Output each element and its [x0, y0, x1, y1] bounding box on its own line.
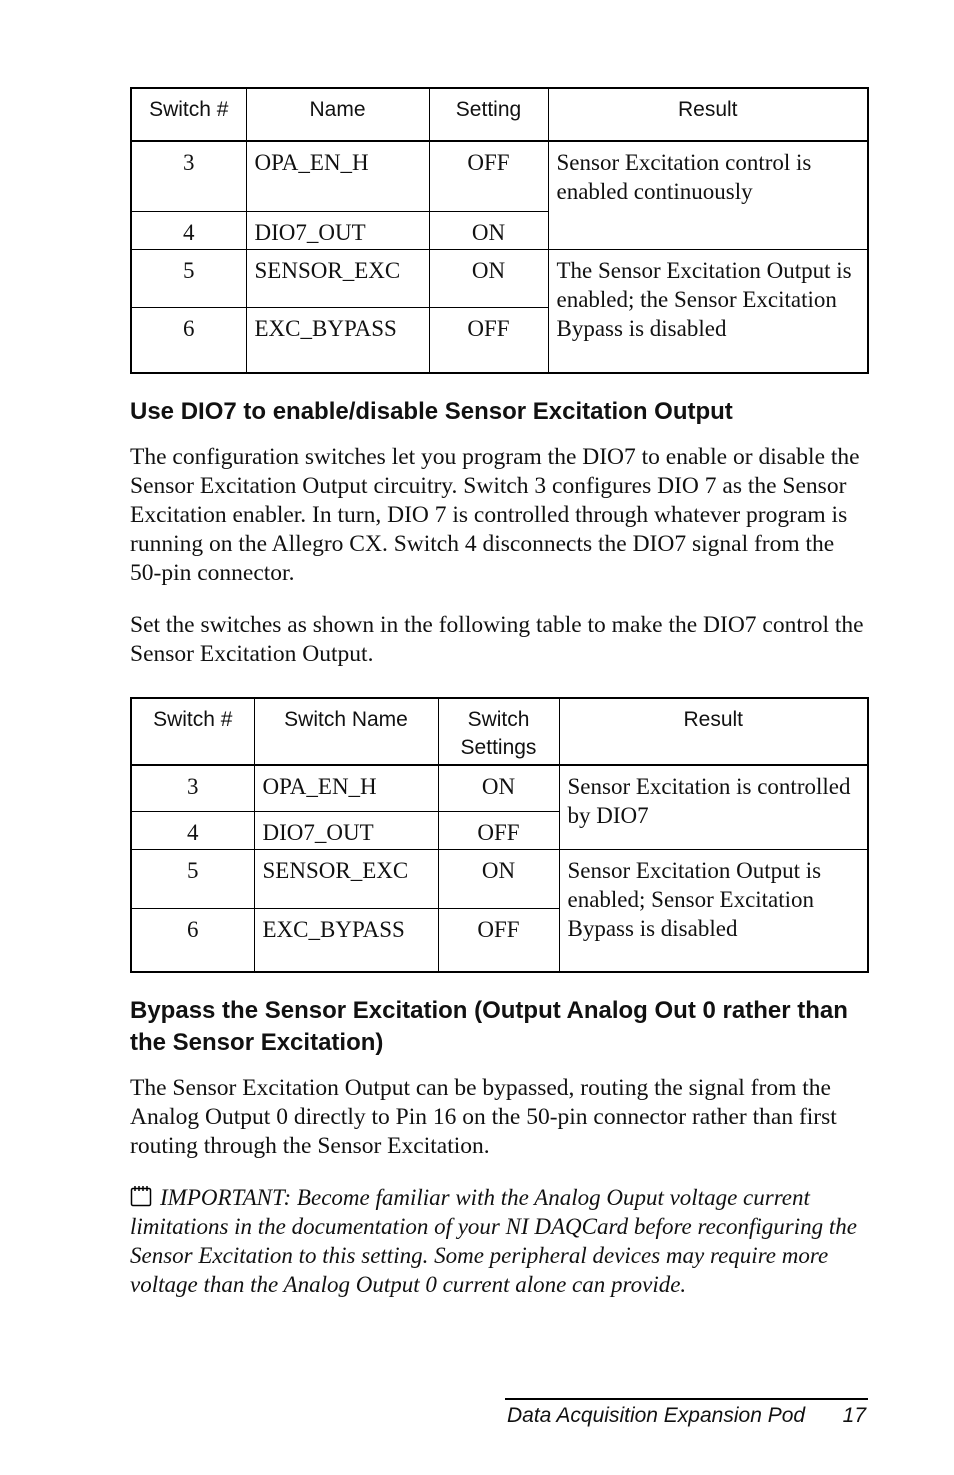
- switch-number: 3: [131, 141, 246, 211]
- table-header-row: [131, 698, 868, 765]
- switch-number: 6: [131, 307, 246, 373]
- switch-number: 5: [131, 849, 254, 908]
- switch-name: DIO7_OUT: [246, 211, 429, 249]
- switch-setting: ON: [438, 849, 559, 908]
- switch-number: 3: [131, 765, 254, 811]
- column-header-result: Result: [559, 698, 868, 765]
- switch-result: Sensor Excitation control is enabled continuously: [548, 141, 868, 249]
- switch-setting: ON: [438, 765, 559, 811]
- switch-number: 6: [131, 908, 254, 972]
- column-header-switch-name: Switch Name: [254, 698, 438, 765]
- paragraph-bypass: The Sensor Excitation Output can be bypassed, routing the signal from the Analog Output 0 directly to Pin 16 on the 50-pin connector rather than first routing through the Sensor Excitation.: [130, 1075, 837, 1159]
- paragraph-dio7-config: The configuration switches let you program the DIO7 to enable or disable the Sensor Excitation Output circuitry. Switch 3 configures DIO 7 as the Sensor Excitation enabler. In turn, DIO 7 is controlled through whatever program is running on the Allegro CX. Switch 4 disconnects the DIO7 signal from the 50-pin connector.: [130, 444, 860, 586]
- switch-name: SENSOR_EXC: [246, 249, 429, 307]
- switch-result: Sensor Excitation is controlled by DIO7: [559, 765, 868, 849]
- column-header-switch-settings: Switch Settings: [438, 698, 559, 765]
- table-row: [131, 249, 868, 307]
- switch-name: OPA_EN_H: [246, 141, 429, 211]
- paragraph-set-switches: Set the switches as shown in the following table to make the DIO7 control the Sensor Excitation Output.: [130, 612, 864, 667]
- switch-setting: ON: [429, 211, 548, 249]
- page-footer: [505, 1398, 868, 1430]
- switch-setting: OFF: [429, 307, 548, 373]
- section-heading-dio7: Use DIO7 to enable/disable Sensor Excitation Output: [130, 398, 733, 425]
- column-header-setting: Setting: [429, 88, 548, 141]
- switch-setting: OFF: [438, 908, 559, 972]
- switch-name: SENSOR_EXC: [254, 849, 438, 908]
- column-header-name: Name: [246, 88, 429, 141]
- switch-number: 4: [131, 211, 246, 249]
- switch-name: OPA_EN_H: [254, 765, 438, 811]
- page-number: 17: [842, 1404, 866, 1427]
- switch-name: EXC_BYPASS: [246, 307, 429, 373]
- footer-title: Data Acquisition Expansion Pod: [507, 1404, 806, 1427]
- column-header-switch: Switch #: [131, 698, 254, 765]
- column-header-result: Result: [548, 88, 868, 141]
- switch-number: 5: [131, 249, 246, 307]
- switch-result: Sensor Excitation Output is enabled; Sensor Excitation Bypass is disabled: [559, 849, 868, 972]
- switch-setting: ON: [429, 249, 548, 307]
- switch-number: 4: [131, 811, 254, 849]
- switch-name: EXC_BYPASS: [254, 908, 438, 972]
- table-header-row: [131, 88, 868, 141]
- table-row: [131, 141, 868, 211]
- switch-table-1: [130, 87, 869, 374]
- switch-result: The Sensor Excitation Output is enabled; the Sensor Excitation Bypass is disabled: [548, 249, 868, 373]
- table-row: [131, 765, 868, 811]
- switch-table-2: [130, 697, 869, 973]
- switch-name: DIO7_OUT: [254, 811, 438, 849]
- important-note-text: IMPORTANT: Become familiar with the Analog Ouput voltage current limitations in the documentation of your NI DAQCard before reconfiguring the Sensor Excitation to this setting. Some peripheral devices may require more voltage than the Analog Output 0 current alone can provide.: [130, 1185, 857, 1297]
- switch-setting: OFF: [438, 811, 559, 849]
- notepad-icon: [130, 1185, 152, 1207]
- table-row: [131, 849, 868, 908]
- switch-setting: OFF: [429, 141, 548, 211]
- column-header-switch: Switch #: [131, 88, 246, 141]
- important-note: [130, 1183, 870, 1299]
- section-heading-bypass: Bypass the Sensor Excitation (Output Analog Out 0 rather than the Sensor Excitation): [130, 997, 848, 1056]
